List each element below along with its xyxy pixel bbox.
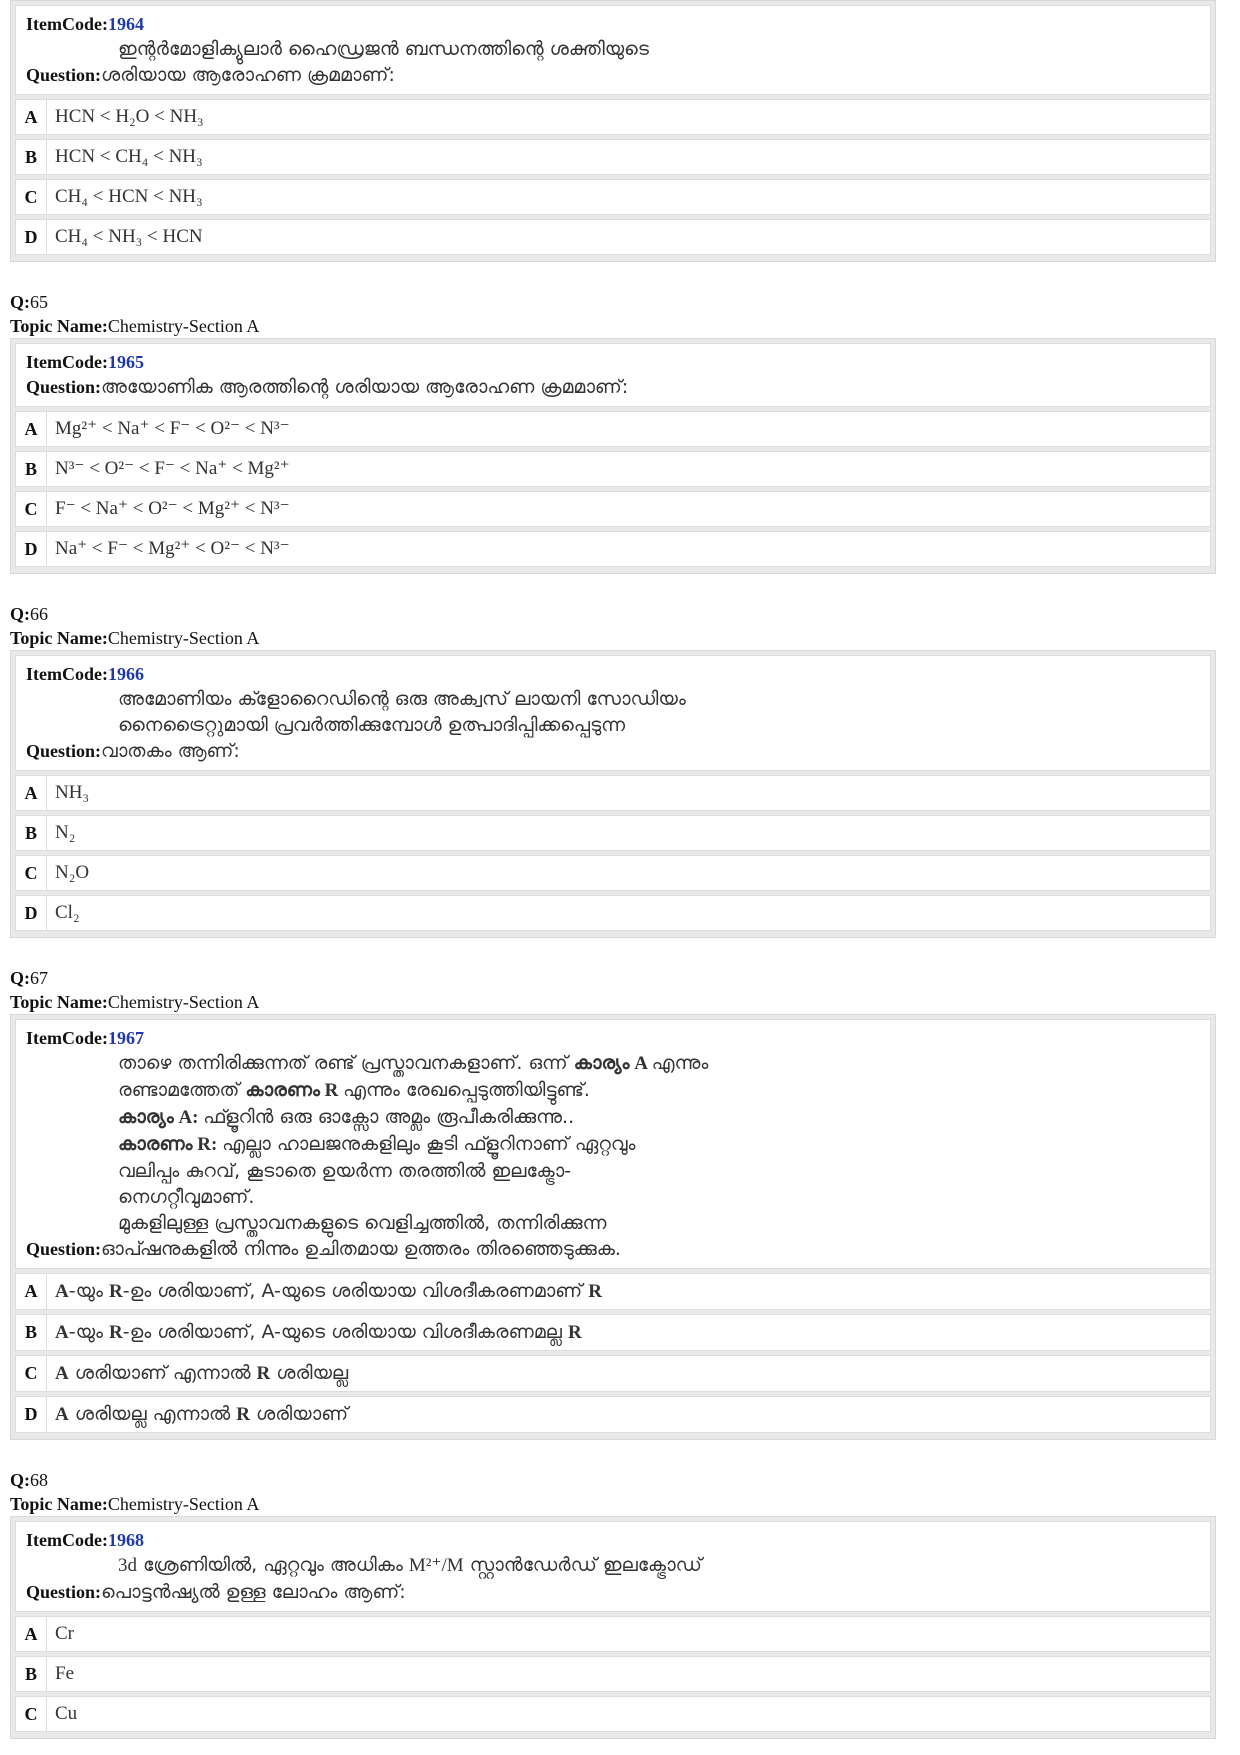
- option-d[interactable]: D Na⁺ < F⁻ < Mg²⁺ < O²⁻ < N³⁻: [15, 531, 1211, 567]
- item-code: ItemCode:1967: [26, 1028, 144, 1048]
- question-row: [15, 1521, 1211, 1612]
- question-text-line: കാര്യം A: ഫ്ളൂറിൻ ഒരു ഓക്സോ അമ്ലം രൂപീകരിക്കുന്നു..: [118, 1106, 575, 1128]
- item-code: ItemCode:1964: [26, 14, 144, 34]
- question-header: Q:67: [10, 968, 48, 988]
- question-text-line: ഇന്റർമോളിക്യുലാർ ഹൈഡ്രജൻ ബന്ധനത്തിന്റെ ശക്തിയുടെ: [118, 38, 649, 60]
- question-row: [15, 1019, 1211, 1269]
- question-text-line: വാതകം ആണ്:: [101, 740, 240, 762]
- topic-name: Topic Name:Chemistry-Section A: [10, 1494, 260, 1514]
- question-label: Question:: [26, 741, 102, 761]
- question-label: Question:: [26, 1239, 102, 1259]
- option-b[interactable]: B N₂: [15, 815, 1211, 851]
- option-a[interactable]: A Mg²⁺ < Na⁺ < F⁻ < O²⁻ < N³⁻: [15, 411, 1211, 447]
- option-c[interactable]: C CH₄ < HCN < NH₃: [15, 179, 1211, 215]
- question-header: Q:68: [10, 1470, 48, 1490]
- option-a[interactable]: A NH₃: [15, 775, 1211, 811]
- question-header: Q:66: [10, 604, 48, 624]
- question-row: [15, 5, 1211, 95]
- question-header: Q:65: [10, 292, 48, 312]
- option-b[interactable]: B Fe: [15, 1656, 1211, 1692]
- question-row: [15, 655, 1211, 771]
- option-c[interactable]: C Cu: [15, 1696, 1211, 1732]
- question-text-line: രണ്ടാമത്തേത് കാരണം R എന്നും രേഖപ്പെടുത്തിയിട്ടുണ്ട്.: [118, 1079, 590, 1101]
- option-a[interactable]: A Cr: [15, 1616, 1211, 1652]
- question-text-line: നൈട്രൈറ്റുമായി പ്രവർത്തിക്കുമ്പോൾ ഉത്പാദിപ്പിക്കപ്പെടുന്ന: [118, 714, 626, 736]
- question-card-1965: [10, 338, 1216, 574]
- question-row: [15, 343, 1211, 407]
- question-label: Question:: [26, 1582, 102, 1602]
- question-text-line: ഓപ്ഷനുകളിൽ നിന്നും ഉചിതമായ ഉത്തരം തിരഞ്ഞെടുക്കുക.: [101, 1238, 621, 1260]
- question-label: Question:: [26, 377, 102, 397]
- question-text-line: കാരണം R: എല്ലാ ഹാലജനുകളിലും കൂടി ഫ്ളൂറിനാണ് ഏറ്റവും: [118, 1133, 636, 1155]
- topic-name: Topic Name:Chemistry-Section A: [10, 992, 260, 1012]
- question-text-line: താഴെ തന്നിരിക്കുന്നത് രണ്ട് പ്രസ്താവനകളാണ്. ഒന്ന് കാര്യം A എന്നും: [118, 1052, 709, 1074]
- option-b[interactable]: B N³⁻ < O²⁻ < F⁻ < Na⁺ < Mg²⁺: [15, 451, 1211, 487]
- option-b[interactable]: B HCN < CH₄ < NH₃: [15, 139, 1211, 175]
- option-d[interactable]: D Cl₂: [15, 895, 1211, 931]
- question-card-1968: [10, 1516, 1216, 1739]
- item-code: ItemCode:1966: [26, 664, 144, 684]
- question-text-line: 3d ശ്രേണിയിൽ, ഏറ്റവും അധികം M²⁺/M സ്റ്റാൻഡേർഡ് ഇലക്ട്രോഡ്: [118, 1554, 702, 1576]
- option-c[interactable]: C N₂O: [15, 855, 1211, 891]
- option-a[interactable]: A A-യും R-ഉം ശരിയാണ്, A-യുടെ ശരിയായ വിശദീകരണമാണ് R: [15, 1273, 1211, 1310]
- option-d[interactable]: D A ശരിയല്ല എന്നാൽ R ശരിയാണ്: [15, 1396, 1211, 1433]
- question-label: Question:: [26, 65, 102, 85]
- topic-name: Topic Name:Chemistry-Section A: [10, 628, 260, 648]
- topic-name: Topic Name:Chemistry-Section A: [10, 316, 260, 336]
- question-text-line: ശരിയായ ആരോഹണ ക്രമമാണ്:: [101, 64, 395, 86]
- question-text-line: നെഗറ്റീവുമാണ്.: [118, 1186, 255, 1208]
- question-text-line: പൊട്ടൻഷ്യൽ ഉള്ള ലോഹം ആണ്:: [101, 1581, 406, 1603]
- option-a[interactable]: A HCN < H₂O < NH₃: [15, 99, 1211, 135]
- question-card-1966: [10, 650, 1216, 938]
- option-b[interactable]: B A-യും R-ഉം ശരിയാണ്, A-യുടെ ശരിയായ വിശദീകരണമല്ല R: [15, 1314, 1211, 1351]
- item-code: ItemCode:1968: [26, 1530, 144, 1550]
- option-c[interactable]: C A ശരിയാണ് എന്നാൽ R ശരിയല്ല: [15, 1355, 1211, 1392]
- question-text-line: അയോണിക ആരത്തിന്റെ ശരിയായ ആരോഹണ ക്രമമാണ്:: [101, 376, 629, 398]
- question-card-1967: [10, 1014, 1216, 1440]
- question-text-line: മുകളിലുള്ള പ്രസ്താവനകളുടെ വെളിച്ചത്തിൽ, തന്നിരിക്കുന്ന: [118, 1212, 607, 1234]
- option-d[interactable]: D CH₄ < NH₃ < HCN: [15, 219, 1211, 255]
- question-text-line: അമോണിയം ക്ളോറൈഡിന്റെ ഒരു അക്വസ് ലായനി സോഡിയം: [118, 688, 686, 710]
- item-code: ItemCode:1965: [26, 352, 144, 372]
- question-text-line: വലിപ്പം കുറവ്, കൂടാതെ ഉയർന്ന തരത്തിൽ ഇലക്ട്രോ-: [118, 1160, 572, 1182]
- question-card-1964: [10, 0, 1216, 262]
- option-c[interactable]: C F⁻ < Na⁺ < O²⁻ < Mg²⁺ < N³⁻: [15, 491, 1211, 527]
